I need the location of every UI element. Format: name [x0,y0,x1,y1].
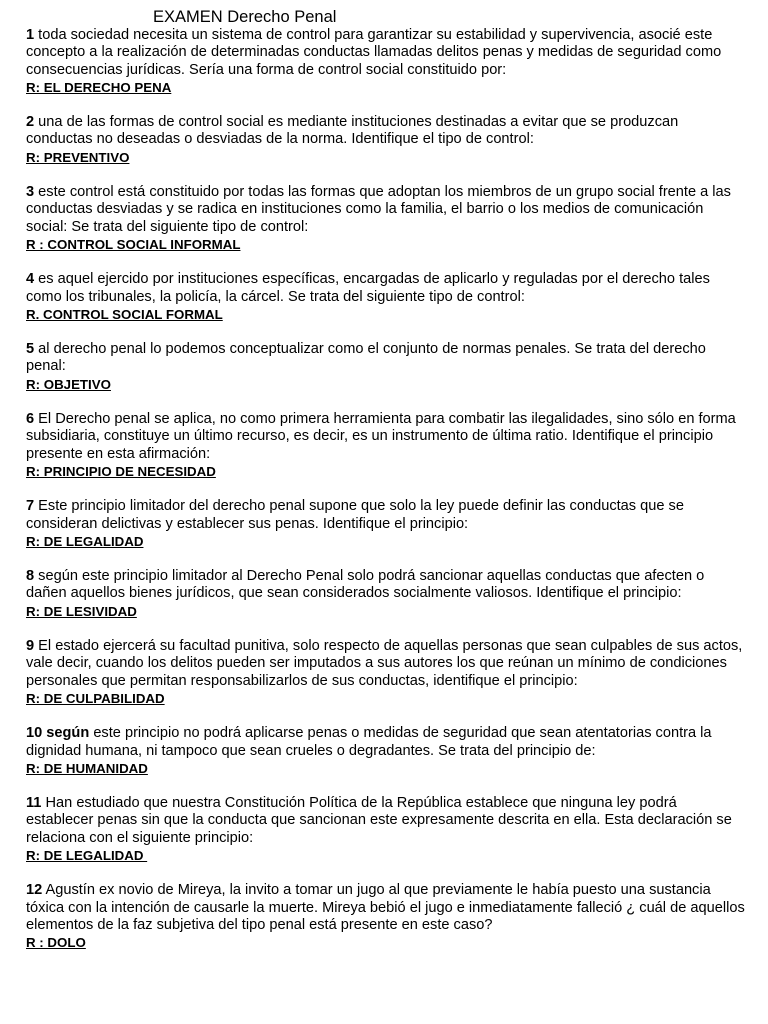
question-number: 7 [26,498,35,515]
question-body: una de las formas de control social es mediante instituciones destinadas a evitar que se produzcan conductas no deseadas o desviadas de la norma. Identifique el tipo de control: [26,114,679,148]
question-item [26,795,746,864]
answer: R: PRINCIPIO DE NECESIDAD [26,463,216,479]
question-body: este control está constituido por todas las formas que adoptan los miembros de un grupo social frente a las conductas desviadas y se radica en instituciones como la familia, el barrio o los medios de comunicación social: Se trata del siguiente tipo de control: [26,184,731,235]
question-body: El estado ejercerá su facultad punitiva, solo respecto de aquellas personas que sean culpables de sus actos, vale decir, cuando los delitos pueden ser imputados a sus autores los que reúnan un mínimo de condiciones personales que permitan responsabilizarlos de sus conductas, identifique el principio: [26,638,743,689]
answer: R: DE HUMANIDAD [26,760,148,776]
question-item [26,114,746,166]
question-item [26,184,746,253]
question-number: 4 [26,271,35,288]
question-body: Este principio limitador del derecho penal supone que solo la ley puede definir las conductas que se consideran delictivas y establecer sus penas. Identifique el principio: [26,498,684,532]
question-number: 6 [26,411,35,428]
answer: R: PREVENTIVO [26,149,130,165]
question-text [26,27,746,79]
question-item [26,568,746,620]
question-item [26,341,746,393]
answer: R: OBJETIVO [26,376,111,392]
question-text [26,795,746,847]
question-body: este principio no podrá aplicarse penas o medidas de seguridad que sean atentatorias contra la dignidad humana, ni tampoco que sean crueles o degradantes. Se trata del principio de: [26,725,712,759]
question-body: es aquel ejercido por instituciones específicas, encargadas de aplicarlo y reguladas por el derecho tales como los tribunales, la policía, la cárcel. Se trata del siguiente tipo de control: [26,271,710,305]
question-number: 12 [26,882,43,899]
question-text [26,271,746,306]
answer: R : DOLO [26,935,86,951]
question-body: al derecho penal lo podemos conceptualizar como el conjunto de normas penales. Se trata del derecho penal: [26,341,706,375]
answer: R: EL DERECHO PENA [26,79,172,95]
answer: R : CONTROL SOCIAL INFORMAL [26,236,241,252]
question-text [26,114,746,149]
question-item [26,271,746,323]
question-item [26,27,746,96]
question-body: Agustín ex novio de Mireya, la invito a tomar un jugo al que previamente le había puesto una sustancia tóxica con la intención de causarle la muerte. Mireya bebió el jugo e inmediatamente falleció ¿ cuál de aquellos elementos de la faz subjetiva del tipo penal está presente en este caso? [26,882,745,933]
question-text [26,411,746,463]
question-text [26,638,746,690]
answer: R: DE LESIVIDAD [26,603,137,619]
question-text [26,725,746,760]
question-number: 1 [26,27,35,43]
answer: R: DE LEGALIDAD [26,847,148,863]
question-number: 8 [26,568,35,585]
page-title: EXAMEN Derecho Penal [153,8,337,26]
question-text [26,882,746,934]
exam-page [26,0,746,969]
question-number: 10 según [26,725,90,742]
question-body: Han estudiado que nuestra Constitución Política de la República establece que ninguna ley podrá establecer penas sin que la conducta que sancionan este expresamente descrita en ella. Esta declaración se relaciona con el siguiente principio: [26,795,732,846]
question-item [26,638,746,707]
question-text [26,568,746,603]
question-item [26,498,746,550]
question-number: 9 [26,638,35,655]
question-number: 11 [26,795,42,812]
answer: R: DE CULPABILIDAD [26,690,165,706]
question-body: El Derecho penal se aplica, no como primera herramienta para combatir las ilegalidades, sino sólo en forma subsidiaria, constituye un último recurso, es decir, es un instrumento de última ratio. Identifique el principio presente en esta afirmación: [26,411,736,462]
question-body: toda sociedad necesita un sistema de control para garantizar su estabilidad y supervivencia, asocié este concepto a la realización de determinadas conductas llamadas delitos penas y medidas de seguridad como consecuencias jurídicas. Sería una forma de control social constituido por: [26,27,722,78]
question-text [26,184,746,236]
question-text [26,341,746,376]
answer: R: DE LEGALIDAD [26,533,144,549]
question-body: según este principio limitador al Derecho Penal solo podrá sancionar aquellas conductas que afecten o dañen aquellos bienes jurídicos, que sean considerados socialmente valiosos. Identifique el principio: [26,568,705,602]
answer: R. CONTROL SOCIAL FORMAL [26,306,223,322]
question-list [26,27,746,951]
question-number: 3 [26,184,35,201]
question-number: 5 [26,341,35,358]
question-number: 2 [26,114,35,131]
question-item [26,882,746,951]
question-text [26,498,746,533]
question-item [26,411,746,480]
question-item [26,725,746,777]
